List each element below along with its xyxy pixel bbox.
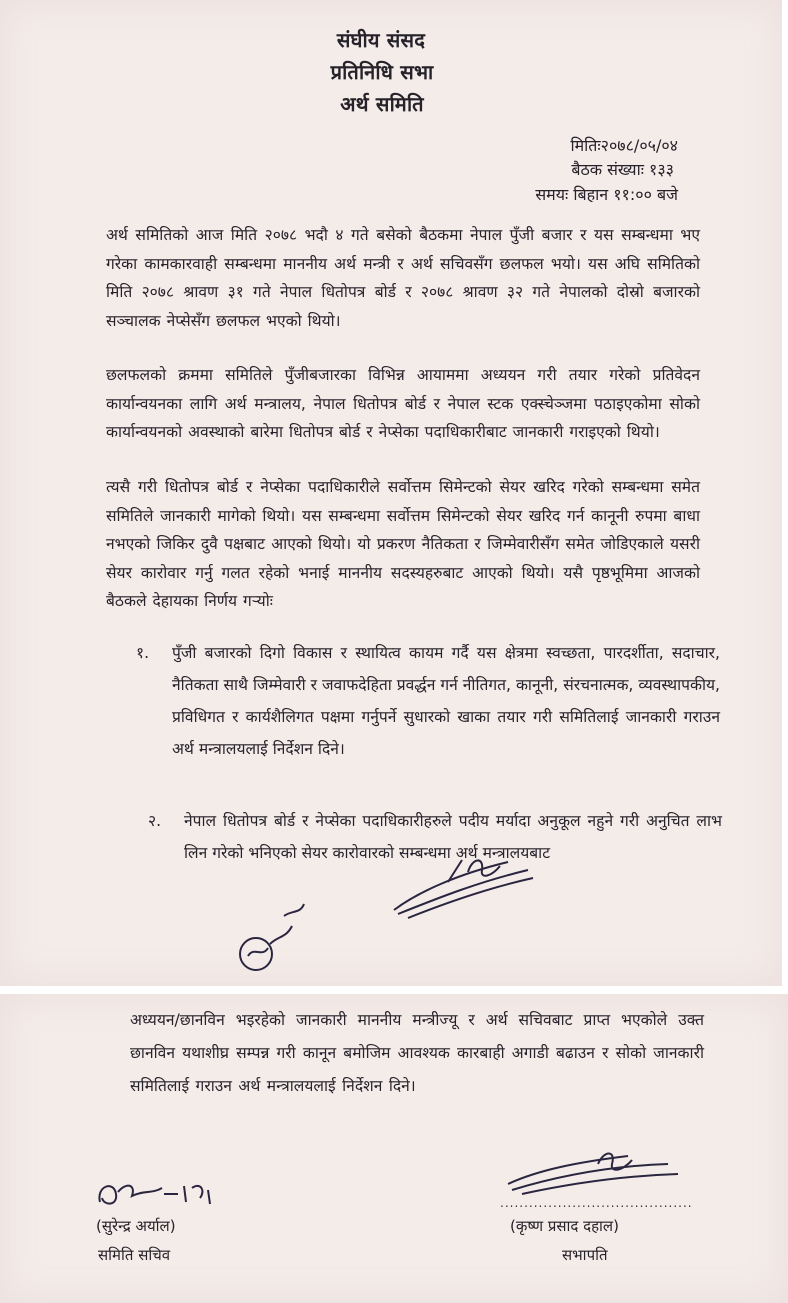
header-house: प्रतिनिधि सभा [330,60,434,84]
decision-text: नेपाल धितोपत्र बोर्ड र नेप्सेका पदाधिकारीहरुले पदीय मर्यादा अनुकूल नहुने गरी अनुचित लाभ लिन गरेको भनिएको सेयर कारोवारको सम्बन्धमा अर्थ मन्त्रालयबाट [184,812,722,862]
chair-signature [498,1144,688,1204]
decision-number: २. [148,812,162,830]
page-2 [0,994,788,1303]
chair-signature-initial [388,852,538,924]
paragraph-intro: अर्थ समितिको आज मिति २०७८ भदौ ४ गते बसेको बैठकमा नेपाल पुँजी बजार र यस सम्बन्धमा भए गरेका कामकारवाही सम्बन्धमा माननीय अर्थ मन्त्री र अर्थ सचिवसँग छलफल भयो। यस अघि समितिको मिति २०७८ श्रावण ३१ गते नेपाल धितोपत्र बोर्ड र २०७८ श्रावण ३२ गते नेपालको दोस्रो बजारको सञ्चालक नेप्सेसँग छलफल भएको थियो। [106,226,700,330]
paragraph-background: त्यसै गरी धितोपत्र बोर्ड र नेप्सेका पदाधिकारीले सर्वोत्तम सिमेन्टको सेयर खरिद गरेको सम्बन्धमा समेत समितिले जानकारी मागेको थियो। यस सम्बन्धमा सर्वोत्तम सिमेन्टको सेयर खरिद गर्न कानूनी रुपमा बाधा नभएको जिकिर दुवै पक्षबाट आएको थियो। यो प्रकरण नैतिकता र जिम्मेवारीसँग समेत जोडिएकाले यसरी सेयर कारोवार गर्नु गलत रहेको भनाई माननीय सदस्यहरुबाट आएको थियो। यसै पृष्ठभूमिमा आजको बैठकले देहायका निर्णय गर्‍योः [106,478,700,611]
secretary-title: समिति सचिव [98,1246,171,1264]
meeting-date: मितिः२०७८/०५/०४ [570,136,678,155]
decision-number: १. [136,644,150,662]
secretary-signature-initial [234,896,314,976]
header-committee: अर्थ समिति [340,92,424,116]
meeting-number: बैठक संख्याः १३३ [571,160,674,179]
decision-text: पुँजी बजारको दिगो विकास र स्थायित्व कायम गर्दै यस क्षेत्रमा स्वच्छता, पारदर्शीता, सदाचार, नैतिकता साथै जिम्मेवारी र जवाफदेहिता प्रवर्द्धन गर्न नीतिगत, कानूनी, संरचनात्मक, व्यवस्थापकीय, प्रविधिगत र कार्यशैलिगत पक्षमा गर्नुपर्ने सुधारको खाका तयार गरी समितिलाई जानकारी गराउन अर्थ मन्त्रालयलाई निर्देशन दिने। [172,644,721,758]
secretary-signature [92,1172,222,1212]
meeting-time: समयः बिहान ११:०० बजे [535,185,678,204]
signature-line: ........................................ [500,1196,693,1210]
secretary-name: (सुरेन्द्र अर्याल) [96,1217,176,1235]
chair-title: सभापति [562,1246,608,1264]
decision-item-1 [136,637,720,765]
header-parliament: संघीय संसद [336,28,426,52]
paragraph-discussion: छलफलको क्रममा समितिले पुँजीबजारका विभिन्न आयाममा अध्ययन गरी तयार गरेको प्रतिवेदन कार्यान्वयनका लागि अर्थ मन्त्रालय, नेपाल धितोपत्र बोर्ड र नेपाल स्टक एक्स्चेञ्जमा पठाइएकोमा सोको कार्यान्वयनको अवस्थाको बारेमा धितोपत्र बोर्ड र नेप्सेका पदाधिकारीबाट जानकारी गराइएको थियो। [106,366,700,442]
chair-name: (कृष्ण प्रसाद दहाल) [510,1217,619,1235]
paragraph-continuation: अध्ययन/छानविन भइरहेको जानकारी माननीय मन्त्रीज्यू र अर्थ सचिवबाट प्राप्त भएकोले उक्त छानविन यथाशीघ्र सम्पन्न गरी कानून बमोजिम आवश्यक कारबाही अगाडी बढाउन र सोको जानकारी समितिलाई गराउन अर्थ मन्त्रालयलाई निर्देशन दिने। [130,1011,704,1095]
